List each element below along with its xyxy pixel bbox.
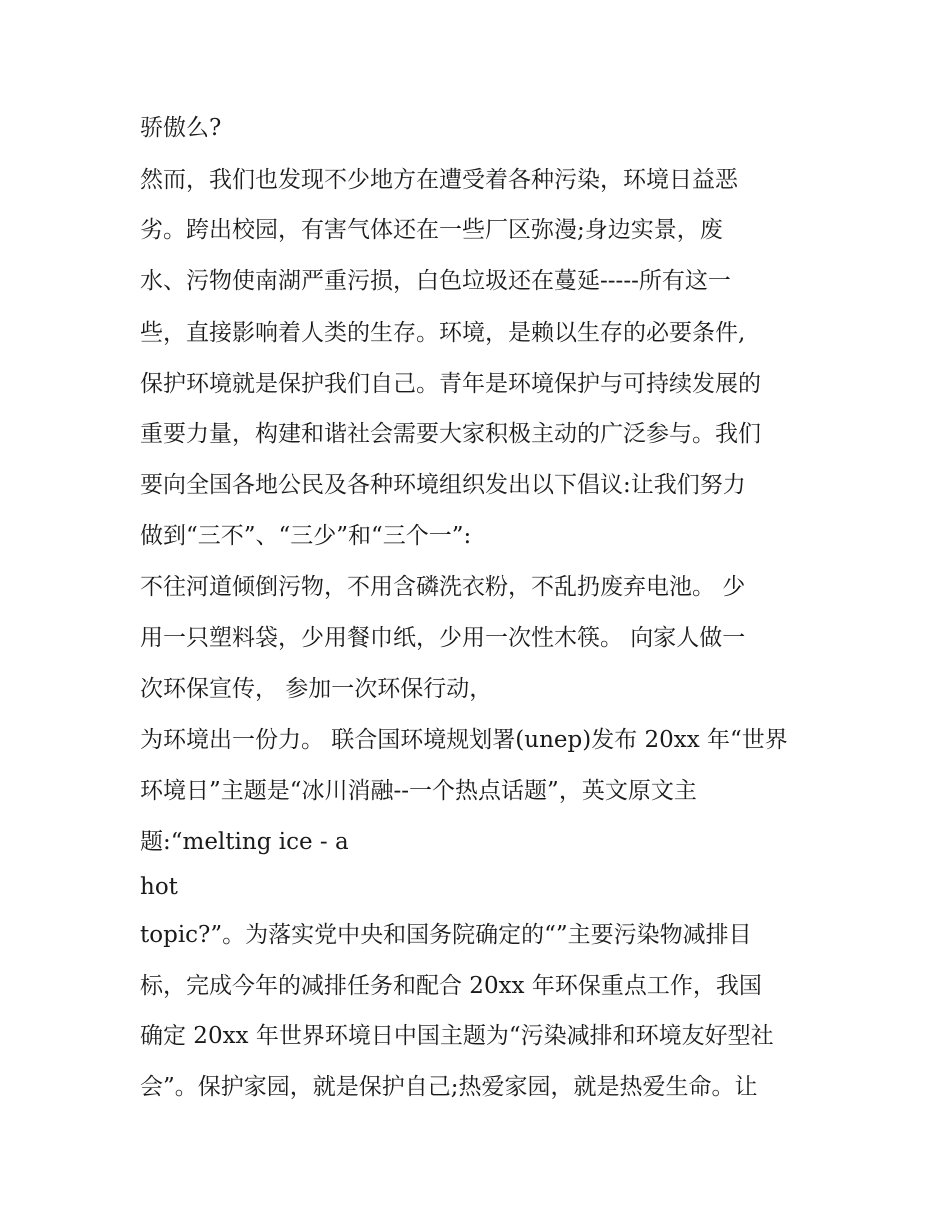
text-line: 保护环境就是保护我们自己。青年是环境保护与可持续发展的 (140, 371, 761, 397)
text-line: 环境日”主题是“冰川消融--一个热点话题”，英文原文主 (140, 778, 697, 804)
text-line: 确定 20xx 年世界环境日中国主题为“污染减排和环境友好型社 (140, 1023, 774, 1049)
text-line: 做到“三不”、“三少”和“三个一”: (140, 523, 472, 549)
text-line: 重要力量，构建和谐社会需要大家积极主动的广泛参与。我们 (140, 421, 761, 447)
text-line: 骄傲么? (140, 115, 222, 141)
text-line: 不往河道倾倒污物，不用含磷洗衣粉，不乱扔废弃电池。 少 (140, 574, 746, 600)
text-line: 些，直接影响着人类的生存。环境，是赖以生存的必要条件, (140, 320, 746, 346)
text-line: 劣。跨出校园，有害气体还在一些厂区弥漫;身边实景，废 (140, 217, 723, 243)
text-line: 水、污物使南湖严重污损，白色垃圾还在蔓延-----所有这一 (140, 268, 731, 294)
text-line: hot (140, 874, 178, 900)
text-line: 然而，我们也发现不少地方在遭受着各种污染，环境日益恶 (140, 167, 738, 193)
text-line: topic?”。为落实党中央和国务院确定的“”主要污染物减排目 (140, 922, 752, 948)
text-line: 为环境出一份力。 联合国环境规划署(unep)发布 20xx 年“世界 (140, 727, 788, 753)
text-line: 题:“melting ice - a (140, 829, 349, 855)
text-line: 标，完成今年的减排任务和配合 20xx 年环保重点工作，我国 (140, 973, 762, 999)
text-line: 要向全国各地公民及各种环境组织发出以下倡议:让我们努力 (140, 472, 746, 498)
text-line: 次环保宣传， 参加一次环保行动， (140, 676, 493, 702)
text-line: 会”。保护家园，就是保护自己;热爱家园，就是热爱生命。让 (140, 1074, 758, 1100)
text-line: 用一只塑料袋，少用餐巾纸，少用一次性木筷。 向家人做一 (140, 625, 746, 651)
